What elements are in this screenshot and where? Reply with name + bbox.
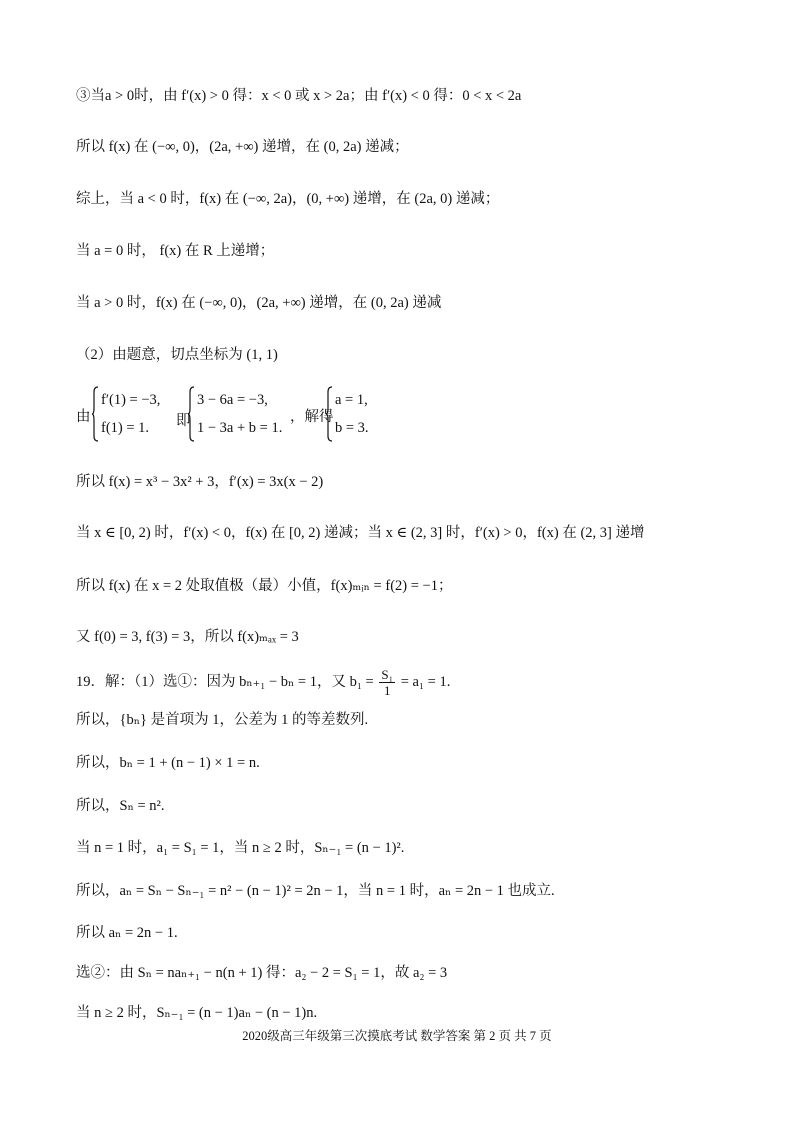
system-sol-top: a = 1, [335, 392, 368, 408]
line-minimum-value: 所以 f(x) 在 x = 2 处取值极（最）小值，f(x)ₘᵢₙ = f(2) = −1； [76, 578, 453, 594]
line-q19-intro [76, 667, 450, 698]
line-summary-a-positive: 当 a > 0 时，f(x) 在 (−∞, 0)，(2a, +∞) 递增，在 (0, 2a) 递减 [76, 295, 442, 311]
line-bn-formula: 所以，bₙ = 1 + (n − 1) × 1 = n. [76, 755, 260, 771]
line-sn-formula: 所以，Sₙ = n². [76, 798, 165, 814]
page-footer: 2020级高三年级第三次摸底考试 数学答案 第 2 页 共 7 页 [242, 1029, 552, 1043]
line-case3-conclusion: 所以 f(x) 在 (−∞, 0)，(2a, +∞) 递增，在 (0, 2a) 递减； [76, 139, 409, 155]
left-brace-icon [92, 386, 99, 442]
system-left-top: f′(1) = −3, [101, 392, 161, 408]
line-part2-intro: （2）由题意，切点坐标为 (1, 1) [76, 347, 278, 363]
system-prefix: 由 [76, 409, 91, 425]
system-sol-bottom: b = 3. [335, 420, 369, 436]
line-monotonic-intervals: 当 x ∈ [0, 2) 时，f′(x) < 0，f(x) 在 [0, 2) 递减；当 x ∈ (2, 3] 时，f′(x) > 0，f(x) 在 (2, 3] 递增 [76, 525, 645, 541]
line-maximum-value: 又 f(0) = 3, f(3) = 3，所以 f(x)ₘₐₓ = 3 [76, 629, 299, 645]
line-case3: ③当a > 0时，由 f′(x) > 0 得：x < 0 或 x > 2a；由 f′(x) < 0 得：0 < x < 2a [76, 88, 522, 104]
line-summary-a-zero: 当 a = 0 时， f(x) 在 R 上递增； [76, 243, 275, 259]
line-n-cases: 当 n = 1 时，a₁ = S₁ = 1，当 n ≥ 2 时，Sₙ₋₁ = (n − 1)². [76, 840, 405, 856]
line-summary-a-negative: 综上，当 a < 0 时，f(x) 在 (−∞, 2a)，(0, +∞) 递增，在 (2a, 0) 递减； [76, 191, 500, 207]
fraction-denominator: 1 [383, 683, 391, 698]
system-mid-top: 3 − 6a = −3, [197, 392, 268, 408]
fraction [379, 667, 395, 698]
q19-tail: = a₁ = 1. [400, 673, 451, 690]
left-brace-icon [326, 386, 333, 442]
line-function-derivative: 所以 f(x) = x³ − 3x² + 3，f′(x) = 3x(x − 2) [76, 474, 324, 490]
system-sol-word: ，解得 [290, 409, 334, 425]
system-left-bottom: f(1) = 1. [101, 420, 150, 436]
fraction-numerator: S₁ [381, 667, 394, 682]
line-option2-step: 当 n ≥ 2 时，Sₙ₋₁ = (n − 1)aₙ − (n − 1)n. [76, 1005, 318, 1021]
system-mid-word: 即 [176, 413, 191, 429]
system-mid-bottom: 1 − 3a + b = 1. [197, 420, 283, 436]
left-brace-icon [188, 386, 195, 442]
q19-lead: 19．解：（1）选①：因为 bₙ₊₁ − bₙ = 1，又 b₁ = [76, 673, 374, 690]
line-an-result: 所以 aₙ = 2n − 1. [76, 925, 178, 941]
line-an-derivation: 所以，aₙ = Sₙ − Sₙ₋₁ = n² − (n − 1)² = 2n − 1，当 n = 1 时，aₙ = 2n − 1 也成立. [76, 883, 555, 899]
line-option2: 选②：由 Sₙ = naₙ₊₁ − n(n + 1) 得：a₂ − 2 = S₁ = 1，故 a₂ = 3 [76, 965, 448, 981]
line-arithmetic-sequence: 所以，{bₙ} 是首项为 1，公差为 1 的等差数列. [76, 712, 369, 728]
